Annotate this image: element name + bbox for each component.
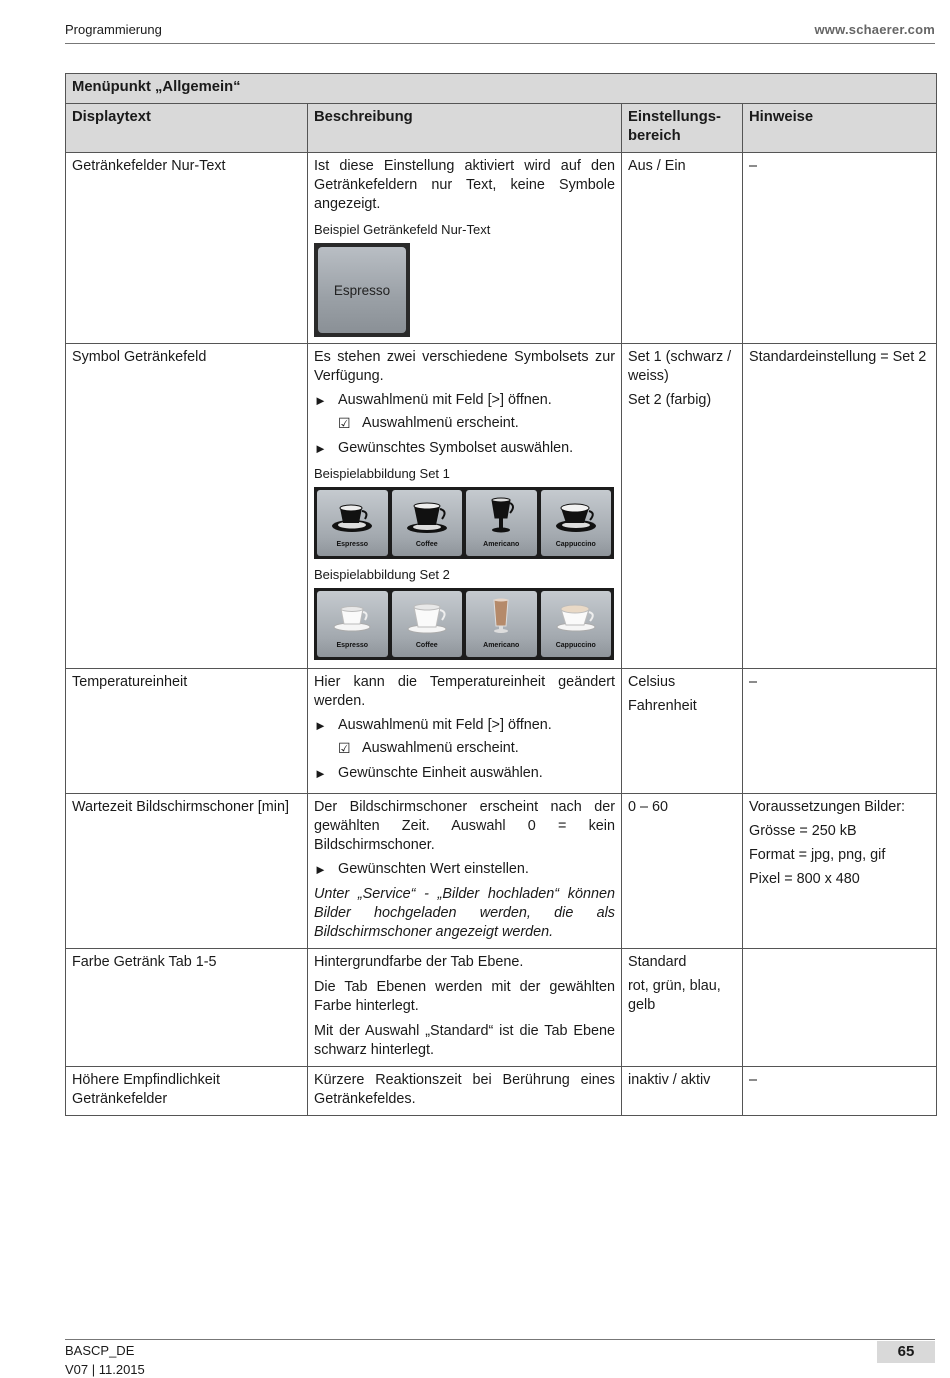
table-row [66,794,937,949]
cappuccino-cup-icon [553,597,599,637]
step-text: Auswahlmenü mit Feld [>] öffnen. [338,392,552,408]
header-website: www.schaerer.com [814,22,935,37]
arrow-right-icon: ► [314,393,327,408]
range-option: Standard [628,954,687,970]
display-text: Getränkefelder Nur-Text [66,153,308,344]
table-row [66,344,937,669]
column-header-hinweise: Hinweise [743,104,937,153]
setting-range: Aus / Ein [622,153,743,344]
setting-range: inaktiv / aktiv [622,1067,743,1116]
section-title: Menüpunkt „Allgemein“ [66,74,937,104]
arrow-right-icon: ► [314,718,327,733]
note: – [743,153,937,344]
column-header-displaytext: Displaytext [66,104,308,153]
note: – [743,669,937,794]
espresso-cup-icon [329,496,375,536]
column-header-row [66,104,937,153]
checkbox-checked-icon: ☑ [338,740,351,756]
italic-note: Unter „Service“ - „Bilder hochladen“ können Bilder hochgeladen werden, die als Bildschirmschoner angezeigt werden. [314,886,615,940]
tile-label: Cappuccino [555,642,596,649]
icon-set-2-example [314,588,614,660]
tile-label: Coffee [415,642,438,649]
settings-table [65,73,937,1116]
header-section-title: Programmierung [65,22,162,37]
drink-tile [466,490,537,556]
instruction-step [314,860,615,879]
arrow-right-icon: ► [314,862,327,877]
coffee-cup-icon [404,496,450,536]
description [308,1067,622,1116]
figure-caption: Beispiel Getränkefeld Nur-Text [314,222,491,237]
note-line: Voraussetzungen Bilder: [749,799,905,815]
setting-range [622,344,743,669]
description [308,344,622,669]
checkbox-checked-icon: ☑ [338,415,351,431]
document-version: V07 | 11.2015 [65,1362,145,1377]
page-number: 65 [877,1341,935,1363]
range-option: Celsius [628,674,676,690]
tile-label: Espresso [336,642,369,649]
description-text: Die Tab Ebenen werden mit der gewählten Farbe hinterlegt. [314,979,615,1014]
figure-caption: Beispielabbildung Set 1 [314,466,450,481]
example-button-label: Espresso [318,247,406,333]
note-line: Format = jpg, png, gif [749,847,886,863]
instruction-result [338,414,615,433]
description-text: Es stehen zwei verschiedene Symbolsets zur Verfügung. [314,349,615,384]
instruction-step [314,716,615,735]
tile-label: Coffee [415,541,438,548]
drink-tile [392,591,463,657]
table-row [66,153,937,344]
drink-tile [317,591,388,657]
tile-label: Cappuccino [555,541,596,548]
note [743,949,937,1067]
tile-label: Espresso [336,541,369,548]
display-text: Symbol Getränkefeld [66,344,308,669]
tile-label: Americano [483,642,520,649]
instruction-step [314,439,615,458]
description-text: Hintergrundfarbe der Tab Ebene. [314,954,524,970]
drink-tile [392,490,463,556]
setting-range [622,669,743,794]
tile-label: Americano [483,541,520,548]
note: – [743,1067,937,1116]
note [743,794,937,949]
description-text: Hier kann die Temperatureinheit geändert werden. [314,674,615,709]
range-option: rot, grün, blau, gelb [628,978,721,1013]
column-header-beschreibung: Beschreibung [308,104,622,153]
instruction-step [314,764,615,783]
note: Standardeinstellung = Set 2 [743,344,937,669]
coffee-cup-icon [404,597,450,637]
display-text: Höhere Empfindlichkeit Getränkefelder [66,1067,308,1116]
americano-glass-icon [478,597,524,637]
range-option: Set 2 (farbig) [628,392,712,408]
result-text: Auswahlmenü erscheint. [362,415,519,431]
description [308,153,622,344]
step-text: Auswahlmenü mit Feld [>] öffnen. [338,717,552,733]
description [308,669,622,794]
drink-tile [541,490,612,556]
document-code: BASCP_DE [65,1343,135,1358]
step-text: Gewünschtes Symbolset auswählen. [338,440,574,456]
result-text: Auswahlmenü erscheint. [362,740,519,756]
table-row [66,669,937,794]
espresso-cup-icon [329,597,375,637]
description [308,949,622,1067]
example-text-only-button [314,243,410,337]
arrow-right-icon: ► [314,441,327,456]
instruction-step [314,391,615,410]
section-title-row [66,74,937,104]
note-line: Pixel = 800 x 480 [749,871,860,887]
description-text: Ist diese Einstellung aktiviert wird auf den Getränkefeldern nur Text, keine Symbole angezeigt. [314,158,615,212]
cappuccino-cup-icon [553,496,599,536]
display-text: Farbe Getränk Tab 1-5 [66,949,308,1067]
step-text: Gewünschten Wert einstellen. [338,861,529,877]
table-row [66,1067,937,1116]
setting-range [622,949,743,1067]
figure-caption: Beispielabbildung Set 2 [314,567,450,582]
drink-tile [541,591,612,657]
icon-set-1-example [314,487,614,559]
description-text: Der Bildschirmschoner erscheint nach der gewählten Zeit. Auswahl 0 = kein Bildschirmschoner. [314,799,615,853]
drink-tile [317,490,388,556]
description-text: Kürzere Reaktionszeit bei Berührung eines Getränkefeldes. [314,1072,615,1107]
column-header-einstellungsbereich: Einstellungs- bereich [622,104,743,153]
range-option: Set 1 (schwarz / weiss) [628,349,732,384]
note-line: Grösse = 250 kB [749,823,857,839]
description-text: Mit der Auswahl „Standard“ ist die Tab Ebene schwarz hinterlegt. [314,1023,615,1058]
description [308,794,622,949]
arrow-right-icon: ► [314,766,327,781]
display-text: Temperatureinheit [66,669,308,794]
table-row [66,949,937,1067]
drink-tile [466,591,537,657]
display-text: Wartezeit Bildschirmschoner [min] [66,794,308,949]
step-text: Gewünschte Einheit auswählen. [338,765,543,781]
page-header [65,20,935,44]
instruction-result [338,739,615,758]
range-option: Fahrenheit [628,698,697,714]
americano-glass-icon [478,496,524,536]
page-footer [65,1339,935,1378]
setting-range: 0 – 60 [622,794,743,949]
